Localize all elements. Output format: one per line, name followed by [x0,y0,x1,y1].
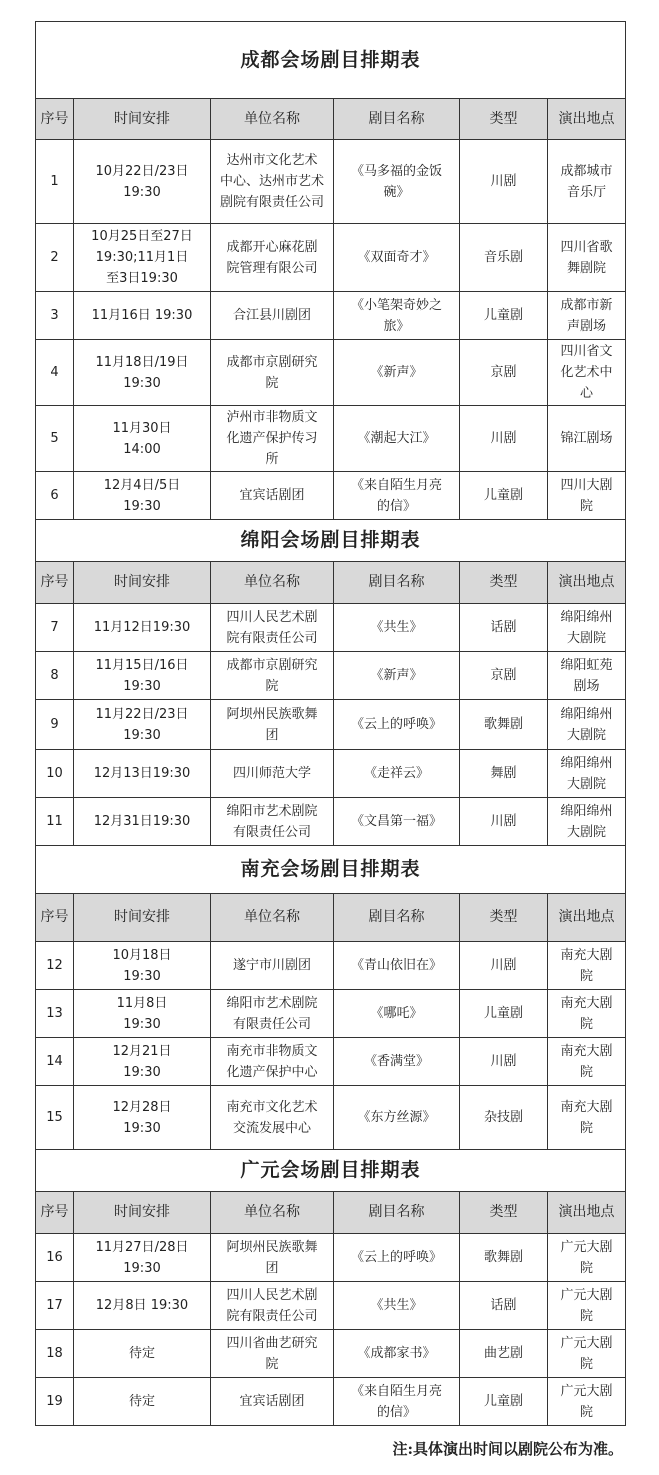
table-row [36,340,626,406]
play-cell: 《东方丝源》 [334,1086,460,1150]
column-header: 时间安排 [74,894,211,942]
table-row [36,1378,626,1426]
section-title: 广元会场剧目排期表 [36,1150,626,1192]
play-cell: 《香满堂》 [334,1038,460,1086]
time-cell: 10月25日至27日 19:30;11月1日 至3日19:30 [74,224,211,292]
unit-cell: 阿坝州民族歌舞 团 [211,1234,334,1282]
row-number: 5 [36,406,74,472]
venue-cell: 南充大剧 院 [548,942,626,990]
footnote: 注:具体演出时间以剧院公布为准。 [392,1440,623,1458]
venue-cell: 四川大剧 院 [548,472,626,520]
column-header: 剧目名称 [334,562,460,604]
section-title: 南充会场剧目排期表 [36,846,626,894]
header-row [36,1192,626,1234]
play-cell: 《哪吒》 [334,990,460,1038]
play-cell: 《青山依旧在》 [334,942,460,990]
play-cell: 《小笔架奇妙之 旅》 [334,292,460,340]
venue-cell: 四川省文 化艺术中 心 [548,340,626,406]
unit-cell: 成都市京剧研究 院 [211,340,334,406]
table-row [36,942,626,990]
section-title: 成都会场剧目排期表 [36,22,626,99]
column-header: 序号 [36,894,74,942]
unit-cell: 南充市非物质文 化遗产保护中心 [211,1038,334,1086]
table-row [36,798,626,846]
type-cell: 川剧 [460,1038,548,1086]
row-number: 16 [36,1234,74,1282]
column-header: 演出地点 [548,894,626,942]
column-header: 单位名称 [211,1192,334,1234]
row-number: 3 [36,292,74,340]
venue-cell: 绵阳虹苑 剧场 [548,652,626,700]
venue-cell: 绵阳绵州 大剧院 [548,700,626,750]
row-number: 9 [36,700,74,750]
time-cell: 12月8日 19:30 [74,1282,211,1330]
time-cell: 12月21日 19:30 [74,1038,211,1086]
row-number: 10 [36,750,74,798]
play-cell: 《共生》 [334,1282,460,1330]
column-header: 时间安排 [74,562,211,604]
play-cell: 《新声》 [334,340,460,406]
venue-cell: 广元大剧 院 [548,1282,626,1330]
unit-cell: 成都开心麻花剧 院管理有限公司 [211,224,334,292]
type-cell: 曲艺剧 [460,1330,548,1378]
table-row [36,1234,626,1282]
row-number: 17 [36,1282,74,1330]
unit-cell: 遂宁市川剧团 [211,942,334,990]
time-cell: 12月31日19:30 [74,798,211,846]
unit-cell: 四川师范大学 [211,750,334,798]
table-row [36,700,626,750]
row-number: 18 [36,1330,74,1378]
unit-cell: 绵阳市艺术剧院 有限责任公司 [211,798,334,846]
row-number: 19 [36,1378,74,1426]
type-cell: 儿童剧 [460,1378,548,1426]
row-number: 12 [36,942,74,990]
venue-cell: 四川省歌 舞剧院 [548,224,626,292]
row-number: 14 [36,1038,74,1086]
section-title-row [36,846,626,894]
row-number: 7 [36,604,74,652]
venue-cell: 广元大剧 院 [548,1234,626,1282]
row-number: 2 [36,224,74,292]
section-title-row [36,520,626,562]
venue-cell: 广元大剧 院 [548,1330,626,1378]
column-header: 时间安排 [74,99,211,140]
unit-cell: 达州市文化艺术 中心、达州市艺术 剧院有限责任公司 [211,140,334,224]
time-cell: 11月18日/19日 19:30 [74,340,211,406]
venue-cell: 南充大剧 院 [548,1038,626,1086]
venue-cell: 绵阳绵州 大剧院 [548,750,626,798]
table-row [36,1282,626,1330]
time-cell: 12月4日/5日 19:30 [74,472,211,520]
type-cell: 话剧 [460,604,548,652]
table-row [36,224,626,292]
play-cell: 《走祥云》 [334,750,460,798]
unit-cell: 南充市文化艺术 交流发展中心 [211,1086,334,1150]
unit-cell: 泸州市非物质文 化遗产保护传习 所 [211,406,334,472]
unit-cell: 宜宾话剧团 [211,472,334,520]
venue-cell: 绵阳绵州 大剧院 [548,604,626,652]
time-cell: 11月15日/16日 19:30 [74,652,211,700]
venue-cell: 成都市新 声剧场 [548,292,626,340]
table-row [36,292,626,340]
type-cell: 川剧 [460,140,548,224]
column-header: 类型 [460,1192,548,1234]
unit-cell: 四川人民艺术剧 院有限责任公司 [211,1282,334,1330]
section-title: 绵阳会场剧目排期表 [36,520,626,562]
unit-cell: 绵阳市艺术剧院 有限责任公司 [211,990,334,1038]
venue-cell: 广元大剧 院 [548,1378,626,1426]
column-header: 类型 [460,562,548,604]
type-cell: 歌舞剧 [460,1234,548,1282]
table-row [36,140,626,224]
row-number: 4 [36,340,74,406]
header-row [36,894,626,942]
table-row [36,652,626,700]
unit-cell: 四川人民艺术剧 院有限责任公司 [211,604,334,652]
table-row [36,406,626,472]
unit-cell: 合江县川剧团 [211,292,334,340]
play-cell: 《来自陌生月亮 的信》 [334,1378,460,1426]
column-header: 剧目名称 [334,99,460,140]
row-number: 6 [36,472,74,520]
schedule-table [35,21,626,1426]
unit-cell: 成都市京剧研究 院 [211,652,334,700]
column-header: 单位名称 [211,562,334,604]
column-header: 类型 [460,894,548,942]
column-header: 演出地点 [548,99,626,140]
venue-cell: 成都城市 音乐厅 [548,140,626,224]
time-cell: 11月8日 19:30 [74,990,211,1038]
time-cell: 10月18日 19:30 [74,942,211,990]
table-row [36,472,626,520]
type-cell: 话剧 [460,1282,548,1330]
table-row [36,604,626,652]
table-row [36,750,626,798]
table-row [36,1330,626,1378]
type-cell: 儿童剧 [460,292,548,340]
play-cell: 《马多福的金饭 碗》 [334,140,460,224]
column-header: 剧目名称 [334,894,460,942]
row-number: 13 [36,990,74,1038]
play-cell: 《双面奇才》 [334,224,460,292]
time-cell: 11月16日 19:30 [74,292,211,340]
play-cell: 《潮起大江》 [334,406,460,472]
time-cell: 11月22日/23日 19:30 [74,700,211,750]
play-cell: 《文昌第一福》 [334,798,460,846]
venue-cell: 南充大剧 院 [548,1086,626,1150]
play-cell: 《成都家书》 [334,1330,460,1378]
time-cell: 待定 [74,1330,211,1378]
venue-cell: 南充大剧 院 [548,990,626,1038]
section-title-row [36,1150,626,1192]
type-cell: 川剧 [460,406,548,472]
play-cell: 《新声》 [334,652,460,700]
type-cell: 音乐剧 [460,224,548,292]
table-row [36,1038,626,1086]
venue-cell: 锦江剧场 [548,406,626,472]
venue-cell: 绵阳绵州 大剧院 [548,798,626,846]
type-cell: 川剧 [460,798,548,846]
type-cell: 川剧 [460,942,548,990]
row-number: 11 [36,798,74,846]
play-cell: 《共生》 [334,604,460,652]
column-header: 演出地点 [548,562,626,604]
row-number: 15 [36,1086,74,1150]
section-title-row [36,22,626,99]
column-header: 类型 [460,99,548,140]
unit-cell: 四川省曲艺研究 院 [211,1330,334,1378]
type-cell: 杂技剧 [460,1086,548,1150]
time-cell: 11月12日19:30 [74,604,211,652]
row-number: 1 [36,140,74,224]
type-cell: 舞剧 [460,750,548,798]
type-cell: 儿童剧 [460,472,548,520]
column-header: 单位名称 [211,99,334,140]
play-cell: 《云上的呼唤》 [334,1234,460,1282]
header-row [36,562,626,604]
time-cell: 待定 [74,1378,211,1426]
header-row [36,99,626,140]
play-cell: 《云上的呼唤》 [334,700,460,750]
type-cell: 京剧 [460,652,548,700]
type-cell: 京剧 [460,340,548,406]
time-cell: 11月27日/28日 19:30 [74,1234,211,1282]
time-cell: 12月28日 19:30 [74,1086,211,1150]
column-header: 时间安排 [74,1192,211,1234]
column-header: 序号 [36,99,74,140]
column-header: 序号 [36,562,74,604]
play-cell: 《来自陌生月亮 的信》 [334,472,460,520]
table-row [36,990,626,1038]
row-number: 8 [36,652,74,700]
unit-cell: 阿坝州民族歌舞 团 [211,700,334,750]
type-cell: 歌舞剧 [460,700,548,750]
time-cell: 10月22日/23日 19:30 [74,140,211,224]
time-cell: 11月30日 14:00 [74,406,211,472]
column-header: 单位名称 [211,894,334,942]
column-header: 剧目名称 [334,1192,460,1234]
column-header: 演出地点 [548,1192,626,1234]
schedule-body [36,22,626,1426]
column-header: 序号 [36,1192,74,1234]
time-cell: 12月13日19:30 [74,750,211,798]
type-cell: 儿童剧 [460,990,548,1038]
table-row [36,1086,626,1150]
unit-cell: 宜宾话剧团 [211,1378,334,1426]
